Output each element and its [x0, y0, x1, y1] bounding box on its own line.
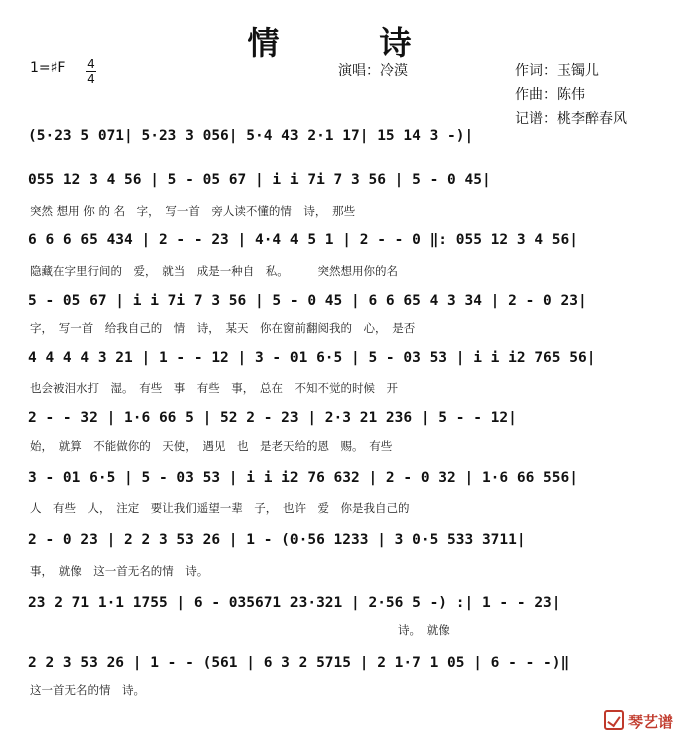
time-signature	[86, 58, 96, 85]
lyric-row: 突然 想用 你 的 名 字， 写一首 旁人读不懂的情 诗， 那些	[30, 204, 356, 218]
notation-row: 5 - 05 67 | i i 7i 7 3 56 | 5 - 0 45 | 6 6 65 4 3 34 | 2 - 0 23|	[28, 293, 587, 309]
song-title: 情 诗	[247, 24, 446, 62]
notation-row: 2 - 0 23 | 2 2 3 53 26 | 1 - (0·56 1233 | 3 0·5 533 3711|	[28, 532, 526, 548]
notation-row: 2 - - 32 | 1·6 66 5 | 52 2 - 23 | 2·3 21 236 | 5 - - 12|	[28, 410, 517, 426]
notation-row: 6 6 6 65 434 | 2 - - 23 | 4·4 4 5 1 | 2 - - 0 ‖: 055 12 3 4 56|	[28, 232, 578, 248]
transcriber-credit: 记谱：桃李醉春风	[515, 111, 627, 127]
key-signature: 1=♯F	[30, 60, 66, 76]
lyric-row: 这一首无名的情 诗。	[30, 683, 145, 697]
lyric-row: 人 有些 人， 注定 要让我们遥望一辈 子， 也许 爱 你是我自己的	[30, 501, 410, 515]
lyric-row: 字， 写一首 给我自己的 情 诗， 某天 你在窗前翻阅我的 心， 是否	[30, 321, 416, 335]
notation-row: 055 12 3 4 56 | 5 - 05 67 | i i 7i 7 3 56 | 5 - 0 45|	[28, 172, 491, 188]
composer-credit: 作曲：陈伟	[515, 87, 585, 103]
watermark-logo	[604, 710, 673, 732]
notation-row: 3 - 01 6·5 | 5 - 03 53 | i i i2 76 632 | 2 - 0 32 | 1·6 66 556|	[28, 470, 578, 486]
lyric-row: 隐藏在字里行间的 爱， 就当 成是一种自 私。 突然想用你的名	[30, 264, 398, 278]
lyricist-credit: 作词：玉镯儿	[515, 63, 599, 79]
watermark-text: 琴艺谱	[627, 713, 673, 731]
piano-logo-icon	[604, 710, 624, 730]
time-signature-bottom: 4	[87, 72, 95, 86]
singer-credit: 演唱：冷漠	[338, 63, 408, 79]
lyric-row: 事， 就像 这一首无名的情 诗。	[30, 564, 209, 578]
notation-row: 23 2 71 1·1 1755 | 6 - 035671 23·321 | 2·56 5 -) :| 1 - - 23|	[28, 595, 561, 611]
lyric-row: 诗。 就像	[30, 623, 450, 637]
notation-row: 4 4 4 4 3 21 | 1 - - 12 | 3 - 01 6·5 | 5 - 03 53 | i i i2 765 56|	[28, 350, 596, 366]
lyric-row: 也会被泪水打 湿。 有些 事 有些 事， 总在 不知不觉的时候 开	[30, 381, 398, 395]
lyric-row: 始， 就算 不能做你的 天使， 遇见 也 是老天给的恩 赐。 有些	[30, 439, 393, 453]
notation-row: (5·23 5 071| 5·23 3 056| 5·4 43 2·1 17| 15 14 3 -)|	[28, 128, 474, 144]
time-signature-top: 4	[87, 57, 95, 71]
notation-row: 2 2 3 53 26 | 1 - - (561 | 6 3 2 5715 | 2 1·7 1 05 | 6 - - -)‖	[28, 655, 570, 671]
